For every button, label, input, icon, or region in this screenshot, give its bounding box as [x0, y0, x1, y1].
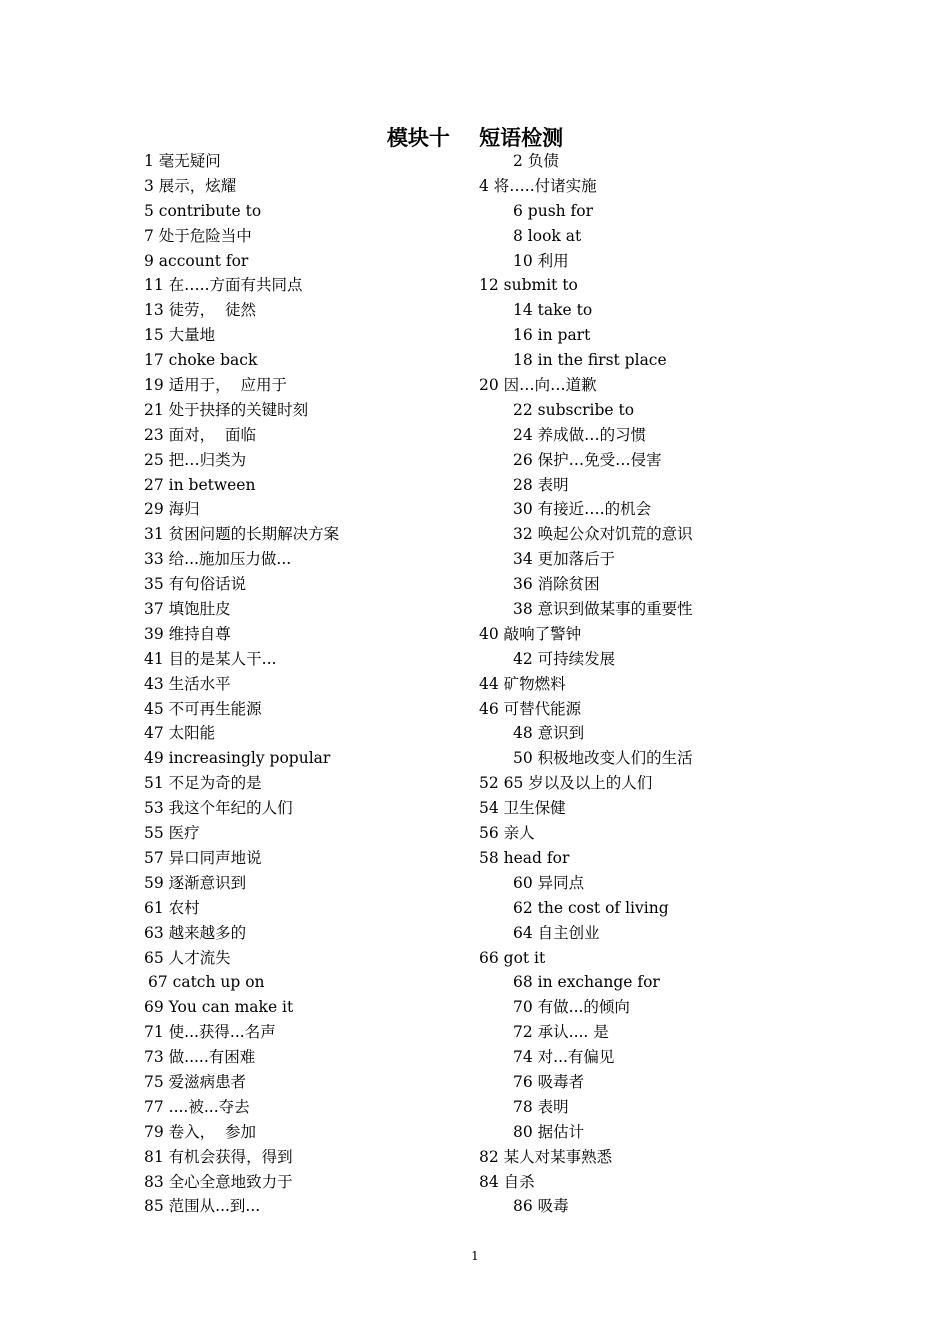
phrase-left: 51 不足为奇的是	[144, 774, 262, 793]
phrase-right: 66 got it	[479, 948, 546, 967]
page-title: 模块十 短语检测	[386, 125, 564, 150]
phrase-right: 64 自主创业	[513, 923, 600, 942]
phrase-right: 50 积极地改变人们的生活	[513, 749, 693, 768]
phrase-row	[0, 697, 950, 722]
phrase-right: 2 负债	[513, 152, 559, 170]
phrase-row	[0, 398, 950, 423]
phrase-left: 75 爱滋病患者	[144, 1072, 247, 1091]
phrase-left: 57 异口同声地说	[144, 848, 262, 867]
phrase-row	[0, 174, 950, 199]
phrase-row	[0, 1170, 950, 1195]
phrase-left: 23 面对， 面临	[144, 425, 257, 444]
phrase-right: 6 push for	[513, 201, 594, 220]
phrase-left: 47 太阳能	[144, 724, 216, 743]
phrase-right: 36 消除贫困	[513, 575, 600, 594]
phrase-row	[0, 771, 950, 796]
phrase-right: 44 矿物燃料	[479, 674, 566, 693]
page-number: 1	[471, 1249, 479, 1263]
phrase-right: 74 对...有偏见	[513, 1048, 615, 1067]
phrase-right: 54 卫生保健	[479, 799, 566, 818]
phrase-row	[0, 995, 950, 1020]
phrase-right: 52 65 岁以及以上的人们	[479, 774, 653, 793]
phrase-right: 84 自杀	[479, 1172, 535, 1191]
phrase-left: 13 徒劳， 徒然	[144, 301, 257, 320]
phrase-left: 83 全心全意地致力于	[144, 1172, 293, 1191]
phrase-right: 40 敲响了警钟	[479, 624, 582, 643]
phrase-row	[0, 1070, 950, 1095]
phrase-left: 15 大量地	[144, 326, 216, 345]
phrase-row	[0, 1020, 950, 1045]
phrase-right: 22 subscribe to	[513, 400, 635, 419]
phrase-left: 17 choke back	[144, 351, 258, 370]
phrase-left: 79 卷入， 参加	[144, 1122, 257, 1141]
phrase-row	[0, 224, 950, 249]
phrase-row	[0, 323, 950, 348]
phrase-right: 20 因…向…道歉	[479, 376, 597, 395]
phrase-row	[0, 448, 950, 473]
phrase-left: 63 越来越多的	[144, 923, 247, 942]
phrase-left: 81 有机会获得，得到	[144, 1147, 293, 1166]
phrase-right: 24 养成做…的习惯	[513, 425, 647, 444]
phrase-left: 33 给...施加压力做...	[144, 550, 292, 569]
phrase-left: 3 展示，炫耀	[144, 176, 237, 195]
phrase-right: 10 利用	[513, 251, 569, 270]
phrase-row	[0, 746, 950, 771]
phrase-left: 37 填饱肚皮	[144, 600, 231, 619]
phrase-left: 49 increasingly popular	[144, 749, 331, 768]
phrase-left: 31 贫困问题的长期解决方案	[144, 525, 340, 544]
phrase-right: 78 表明	[513, 1097, 569, 1116]
phrase-row	[0, 497, 950, 522]
phrase-right: 72 承认.... 是	[513, 1023, 609, 1042]
phrase-left: 59 逐渐意识到	[144, 873, 247, 892]
phrase-left: 71 使...获得...名声	[144, 1023, 276, 1042]
phrase-row	[0, 946, 950, 971]
phrase-row	[0, 522, 950, 547]
phrase-left: 61 农村	[144, 898, 200, 917]
phrase-left: 11 在…..方面有共同点	[144, 276, 303, 295]
phrase-row	[0, 423, 950, 448]
phrase-right: 30 有接近….的机会	[513, 500, 652, 519]
phrase-row	[0, 846, 950, 871]
phrase-left: 25 把…归类为	[144, 450, 247, 469]
phrase-left: 43 生活水平	[144, 674, 231, 693]
phrase-row	[0, 1194, 950, 1219]
phrase-row	[0, 149, 950, 174]
phrase-row	[0, 871, 950, 896]
phrase-right: 34 更加落后于	[513, 550, 616, 569]
phrase-left: 27 in between	[144, 475, 256, 494]
phrase-right: 4 将…..付诸实施	[479, 176, 597, 195]
phrase-row	[0, 896, 950, 921]
phrase-row	[0, 1095, 950, 1120]
phrase-row	[0, 572, 950, 597]
phrase-row	[0, 796, 950, 821]
phrase-row	[0, 597, 950, 622]
phrase-right: 48 意识到	[513, 724, 585, 743]
phrase-list	[0, 149, 950, 1219]
phrase-row	[0, 672, 950, 697]
phrase-right: 12 submit to	[479, 276, 578, 295]
phrase-right: 28 表明	[513, 475, 569, 494]
phrase-left: 7 处于危险当中	[144, 226, 252, 245]
phrase-left: 69 You can make it	[144, 998, 294, 1017]
phrase-row	[0, 721, 950, 746]
phrase-right: 60 异同点	[513, 873, 585, 892]
phrase-right: 56 亲人	[479, 824, 535, 843]
phrase-right: 8 look at	[513, 226, 582, 245]
phrase-right: 62 the cost of living	[513, 898, 669, 917]
phrase-row	[0, 249, 950, 274]
phrase-row	[0, 273, 950, 298]
phrase-left: 39 维持自尊	[144, 624, 231, 643]
phrase-right: 26 保护…免受…侵害	[513, 450, 662, 469]
phrase-right: 38 意识到做某事的重要性	[513, 600, 693, 619]
phrase-left: 67 catch up on	[148, 973, 265, 992]
phrase-right: 14 take to	[513, 301, 593, 320]
phrase-row	[0, 1045, 950, 1070]
phrase-left: 21 处于抉择的关键时刻	[144, 400, 309, 419]
phrase-row	[0, 348, 950, 373]
phrase-left: 55 医疗	[144, 824, 200, 843]
phrase-row	[0, 373, 950, 398]
phrase-row	[0, 473, 950, 498]
phrase-left: 53 我这个年纪的人们	[144, 799, 293, 818]
phrase-left: 1 毫无疑问	[144, 152, 221, 170]
phrase-left: 19 适用于， 应用于	[144, 376, 288, 395]
phrase-right: 80 据估计	[513, 1122, 585, 1141]
phrase-left: 45 不可再生能源	[144, 699, 262, 718]
phrase-row	[0, 298, 950, 323]
phrase-left: 73 做.....有困难	[144, 1048, 256, 1067]
phrase-row	[0, 622, 950, 647]
phrase-row	[0, 647, 950, 672]
phrase-right: 68 in exchange for	[513, 973, 660, 992]
phrase-row	[0, 970, 950, 995]
phrase-right: 58 head for	[479, 848, 570, 867]
phrase-right: 82 某人对某事熟悉	[479, 1147, 613, 1166]
phrase-left: 41 目的是某人干...	[144, 649, 277, 668]
phrase-row	[0, 1145, 950, 1170]
phrase-left: 77 ....被...夺去	[144, 1097, 250, 1116]
phrase-right: 32 唤起公众对饥荒的意识	[513, 525, 693, 544]
phrase-right: 46 可替代能源	[479, 699, 582, 718]
phrase-right: 16 in part	[513, 326, 591, 345]
phrase-right: 70 有做...的倾向	[513, 998, 630, 1017]
phrase-row	[0, 821, 950, 846]
phrase-right: 76 吸毒者	[513, 1072, 585, 1091]
phrase-right: 42 可持续发展	[513, 649, 616, 668]
phrase-right: 86 吸毒	[513, 1197, 569, 1216]
phrase-left: 5 contribute to	[144, 201, 262, 220]
phrase-left: 29 海归	[144, 500, 200, 519]
phrase-row	[0, 199, 950, 224]
phrase-row	[0, 1120, 950, 1145]
phrase-left: 35 有句俗话说	[144, 575, 247, 594]
phrase-right: 18 in the first place	[513, 351, 667, 370]
phrase-left: 9 account for	[144, 251, 249, 270]
phrase-left: 85 范围从...到...	[144, 1197, 261, 1216]
phrase-row	[0, 921, 950, 946]
phrase-row	[0, 547, 950, 572]
phrase-left: 65 人才流失	[144, 948, 231, 967]
